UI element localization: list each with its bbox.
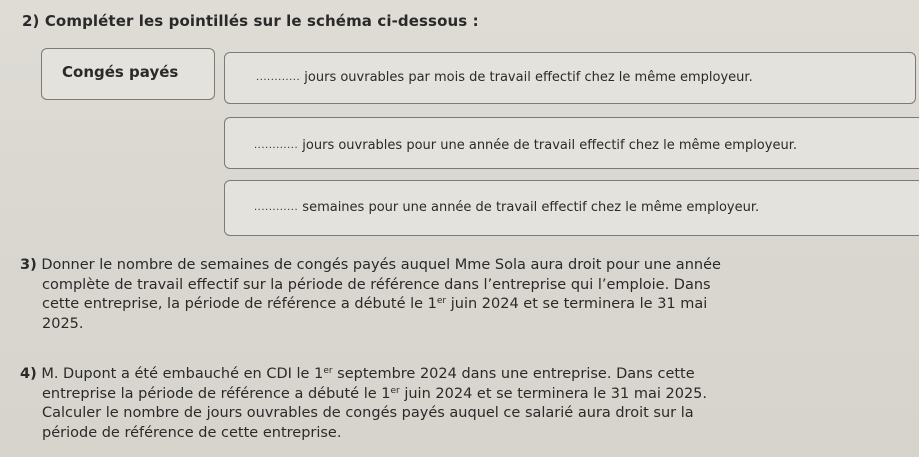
question-3-sup: er	[436, 296, 447, 306]
question-4-line-3: Calculer le nombre de jours ouvrables de congés payés auquel ce salarié aura droit sur la	[42, 405, 694, 421]
question-4-text-2b: juin 2024 et se terminera le 31 mai 2025.	[399, 385, 708, 402]
question-3-line-2: complète de travail effectif sur la période de référence dans l’entreprise qui l’emploie. Dans	[42, 276, 711, 293]
question-3-text-1: Donner le nombre de semaines de congés payés auquel Mme Sola aura droit pour une année	[41, 257, 721, 273]
question-4	[20, 365, 900, 443]
question-3-number: 3)	[20, 257, 37, 273]
blank-fill-1[interactable]: ............	[256, 72, 301, 83]
question-2-heading	[22, 12, 479, 30]
question-4-text-1b: septembre 2024 dans une entreprise. Dans cette	[332, 366, 695, 382]
schema-row-2	[254, 138, 797, 153]
blank-fill-3[interactable]: ............	[254, 202, 299, 213]
conges-payes-box	[41, 48, 215, 100]
conges-payes-label: Congés payés	[62, 63, 179, 81]
question-3-line-3	[20, 295, 900, 315]
question-3-line-1	[20, 256, 900, 276]
question-4-sup-2: er	[390, 385, 400, 396]
schema-row-3-text: semaines pour une année de travail effectif chez le même employeur.	[302, 200, 760, 215]
question-2-text: Compléter les pointillés sur le schéma ci-dessous :	[44, 12, 479, 30]
question-2-number: 2)	[22, 12, 40, 30]
question-3-line-4: 2025.	[42, 315, 84, 332]
question-4-sup-1: er	[323, 366, 333, 376]
blank-fill-2[interactable]: ............	[254, 140, 299, 151]
question-4-number: 4)	[20, 366, 37, 382]
question-4-text-1a: M. Dupont a été embauché en CDI le 1	[41, 366, 324, 382]
question-4-line-4: période de référence de cette entreprise.	[42, 424, 342, 441]
schema-row-1	[256, 70, 753, 85]
question-3	[20, 256, 900, 334]
schema-row-2-text: jours ouvrables pour une année de travail effectif chez le même employeur.	[302, 138, 797, 153]
question-4-line-1	[20, 365, 900, 385]
question-3-text-3b: juin 2024 et se terminera le 31 mai	[446, 296, 708, 312]
schema-row-3	[254, 200, 759, 215]
schema-row-1-text: jours ouvrables par mois de travail effectif chez le même employeur.	[304, 70, 753, 85]
question-3-text-3a: cette entreprise, la période de référence a débuté le 1	[42, 296, 437, 312]
question-4-text-2a: entreprise la période de référence a débuté le 1	[42, 385, 391, 402]
question-4-line-2	[20, 385, 900, 405]
